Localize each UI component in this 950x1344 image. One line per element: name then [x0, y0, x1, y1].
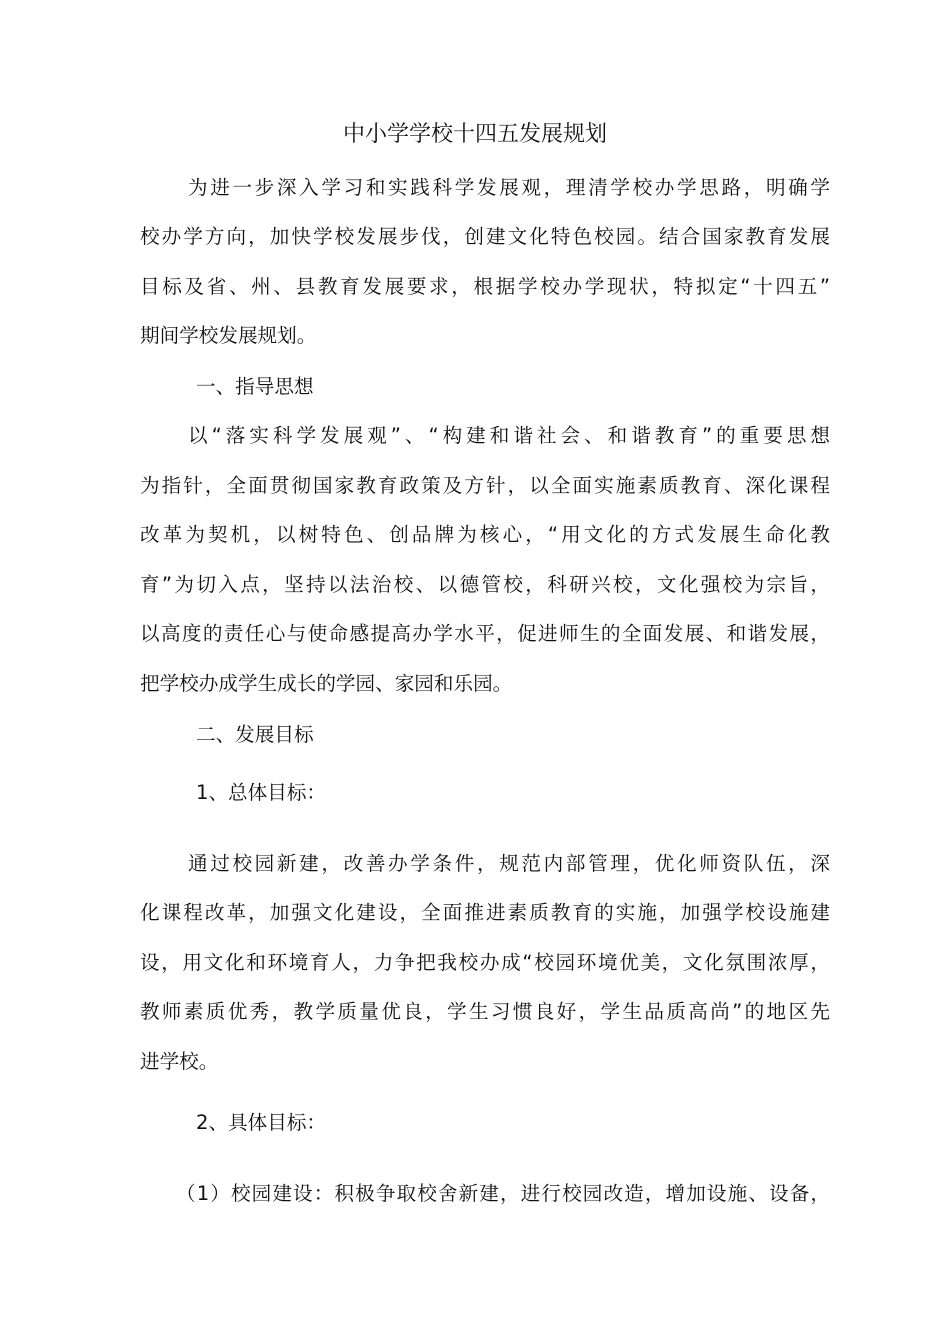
specific-goal-item: （1）校园建设：积极争取校舍新建，进行校园改造，增加设施、设备，	[176, 1182, 830, 1205]
section1-line: 以高度的责任心与使命感提高办学水平，促进师生的全面发展、和谐发展，	[140, 622, 830, 645]
section1-line: 以“落实科学发展观”、“构建和谐社会、和谐教育”的重要思想	[188, 424, 830, 447]
overall-goal-line: 化课程改革，加强文化建设，全面推进素质教育的实施，加强学校设施建	[140, 901, 830, 924]
subheading-specific-goals: 2、具体目标：	[196, 1111, 327, 1134]
section1-line: 育”为切入点，坚持以法治校、以德管校，科研兴校，文化强校为宗旨，	[140, 573, 830, 596]
section1-line: 改革为契机，以树特色、创品牌为核心，“用文化的方式发展生命化教	[140, 523, 830, 546]
overall-goal-line: 设，用文化和环境育人，力争把我校办成“校园环境优美，文化氛围浓厚，	[140, 951, 830, 974]
subheading-overall-goal: 1、总体目标：	[196, 781, 327, 804]
section-heading-guiding-ideology: 一、指导思想	[196, 375, 314, 398]
section1-line: 把学校办成学生成长的学园、家园和乐园。	[140, 672, 513, 695]
document-title: 中小学学校十四五发展规划	[342, 122, 607, 147]
intro-line: 期间学校发展规划。	[140, 324, 317, 347]
overall-goal-line: 教师素质优秀，教学质量优良，学生习惯良好，学生品质高尚”的地区先	[140, 1000, 830, 1023]
intro-line: 为进一步深入学习和实践科学发展观，理清学校办学思路，明确学	[188, 176, 830, 199]
intro-line: 目标及省、州、县教育发展要求，根据学校办学现状，特拟定“十四五”	[140, 275, 830, 298]
overall-goal-line: 进学校。	[140, 1050, 219, 1073]
intro-line: 校办学方向，加快学校发展步伐，创建文化特色校园。结合国家教育发展	[140, 225, 830, 248]
overall-goal-line: 通过校园新建，改善办学条件，规范内部管理，优化师资队伍，深	[188, 852, 830, 875]
section-heading-development-goals: 二、发展目标	[196, 723, 314, 746]
section1-line: 为指针，全面贯彻国家教育政策及方针，以全面实施素质教育、深化课程	[140, 474, 830, 497]
